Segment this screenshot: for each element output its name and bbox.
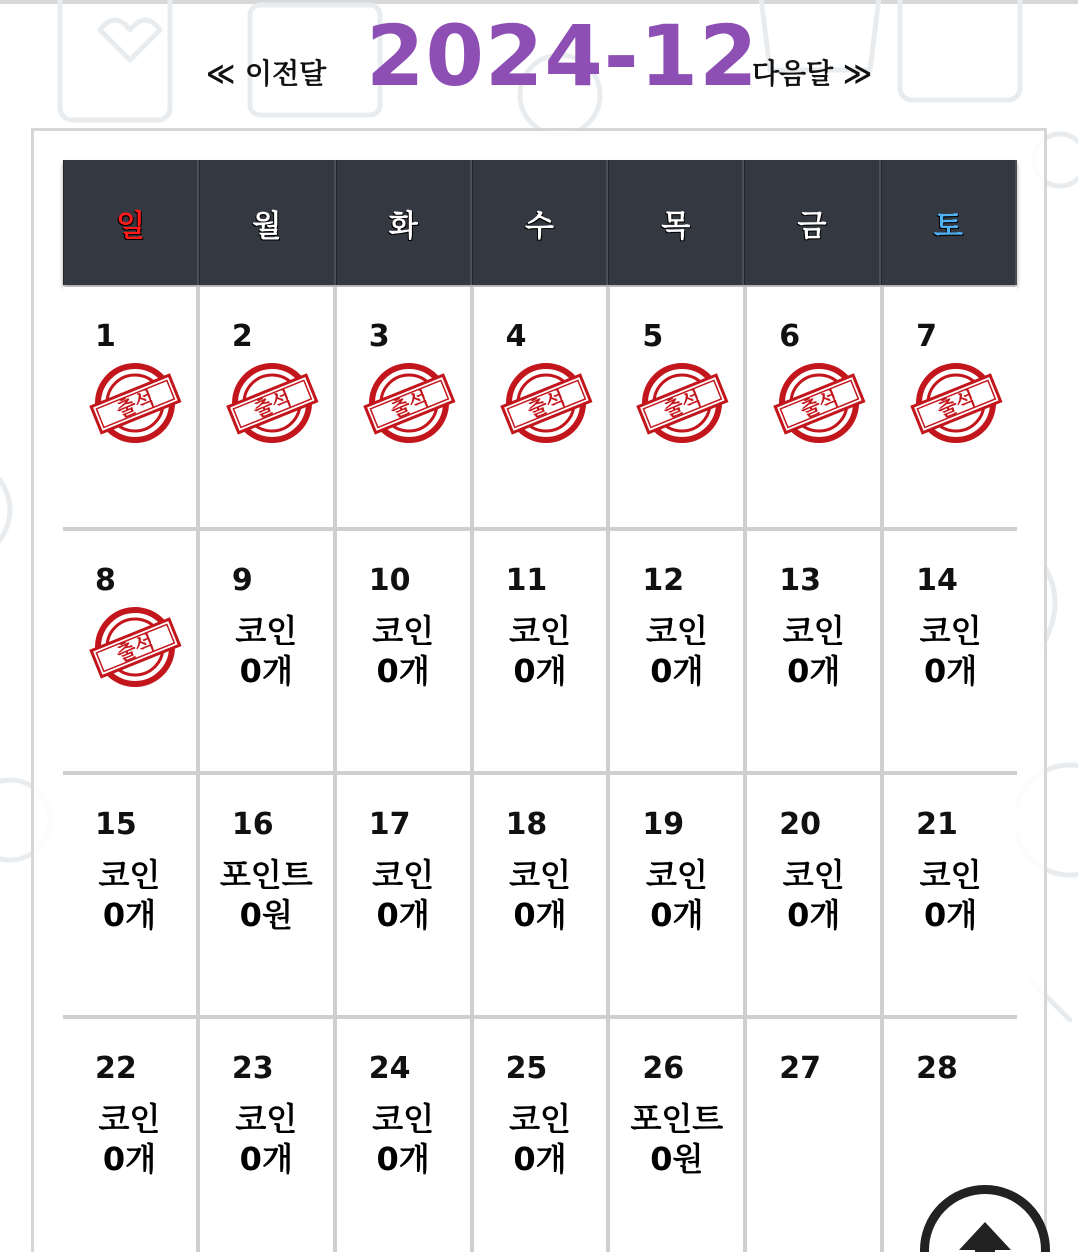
stamp-label: 출석 [934,385,979,423]
scroll-to-top-button[interactable] [920,1185,1050,1252]
calendar-day-cell [200,531,333,771]
daily-reward [200,855,333,935]
daily-reward [200,611,333,691]
reward-type: 코인 [235,612,298,650]
calendar-day-cell [610,287,743,527]
weekday-label: 화 [336,160,472,285]
reward-type: 코인 [98,856,161,894]
calendar-day-cell [610,775,743,1015]
calendar-day-cell [747,775,880,1015]
daily-reward [337,855,470,935]
day-number: 2 [231,319,253,354]
reward-amount: 0개 [102,896,157,934]
reward-amount: 0개 [376,652,430,690]
calendar-day-cell [474,775,607,1015]
attendance-stamp-icon [771,359,867,447]
weekday-label: 목 [608,160,744,285]
daily-reward [63,855,196,935]
daily-reward [884,855,1017,935]
reward-type: 코인 [782,612,845,650]
calendar-day-cell [337,531,470,771]
calendar-day-cell [200,1019,333,1252]
day-number: 21 [916,807,958,842]
weekday-header [63,160,1017,285]
attendance-stamp-icon [224,359,320,447]
month-navigation [0,8,1078,120]
calendar-day-cell [610,1019,743,1252]
reward-amount: 0개 [513,1140,567,1178]
daily-reward [474,855,607,935]
attendance-stamp-icon [634,359,730,447]
current-month-title: 2024-12 [366,7,759,105]
reward-type: 코인 [98,1100,161,1138]
reward-amount: 0개 [376,896,430,934]
reward-amount: 0개 [239,1140,293,1178]
daily-reward [337,1099,470,1179]
reward-type: 코인 [919,612,982,650]
daily-reward [337,611,470,691]
arrow-up-circle-icon [929,1194,1041,1252]
day-number: 6 [779,319,801,354]
calendar-day-cell [747,287,880,527]
reward-type: 코인 [782,856,845,894]
reward-amount: 0개 [650,652,704,690]
attendance-stamp-icon [87,359,183,447]
day-number: 8 [95,563,116,598]
reward-amount: 0개 [923,652,978,690]
daily-reward [747,611,880,691]
calendar-day-cell [200,287,333,527]
day-number: 28 [916,1051,958,1086]
day-number: 3 [368,319,390,354]
stamp-label: 출석 [523,385,569,423]
reward-type: 코인 [645,856,708,894]
daily-reward [610,1099,743,1179]
reward-type: 코인 [372,612,435,650]
daily-reward [200,1099,333,1179]
day-number: 27 [779,1051,822,1086]
calendar-day-cell [474,531,607,771]
stamp-label: 출석 [112,385,158,423]
day-number: 18 [505,807,548,842]
reward-type: 코인 [235,1100,298,1138]
reward-type: 코인 [372,856,435,894]
calendar-day-cell [747,1019,880,1252]
reward-amount: 0개 [650,896,704,934]
stamp-label: 출석 [660,385,706,423]
day-number: 24 [368,1051,411,1086]
calendar-day-cell [200,775,333,1015]
reward-amount: 0개 [923,896,978,934]
daily-reward [474,1099,607,1179]
day-number: 20 [779,807,822,842]
day-number: 22 [95,1051,137,1086]
reward-amount: 0개 [239,652,293,690]
day-number: 14 [916,563,958,598]
weekday-label: 월 [199,160,335,285]
daily-reward [884,611,1017,691]
calendar-day-cell [63,1019,196,1252]
reward-amount: 0원 [650,1140,704,1178]
reward-amount: 0원 [239,896,293,934]
reward-amount: 0개 [513,896,567,934]
reward-amount: 0개 [513,652,567,690]
day-number: 17 [368,807,411,842]
stamp-label: 출석 [249,385,295,423]
daily-reward [747,855,880,935]
calendar-day-cell [63,287,196,527]
calendar-day-cell [337,775,470,1015]
daily-reward [63,1099,196,1179]
calendar-day-cell [747,531,880,771]
previous-month-link[interactable]: ≪ 이전달 [206,57,327,90]
calendar-day-cell [337,1019,470,1252]
day-number: 19 [642,807,685,842]
weekday-label: 수 [472,160,608,285]
reward-type: 포인트 [219,856,313,894]
day-number: 15 [95,807,137,842]
next-month-link[interactable]: 다음달 ≫ [752,57,873,90]
calendar-day-cell [63,531,196,771]
day-number: 16 [231,807,274,842]
attendance-stamp-icon [361,359,457,447]
daily-reward [474,611,607,691]
day-number: 23 [231,1051,274,1086]
day-number: 26 [642,1051,685,1086]
day-number: 12 [642,563,685,598]
weekday-label: 일 [63,160,199,285]
stamp-label: 출석 [112,629,158,667]
reward-type: 코인 [509,856,571,894]
stamp-label: 출석 [797,385,843,423]
reward-type: 포인트 [630,1100,724,1138]
reward-type: 코인 [645,612,708,650]
day-number: 4 [505,319,527,354]
day-number: 5 [642,319,664,354]
attendance-stamp-icon [87,603,183,691]
reward-amount: 0개 [102,1140,157,1178]
daily-reward [610,855,743,935]
weekday-label: 토 [881,160,1017,285]
reward-type: 코인 [509,612,571,650]
weekday-label: 금 [744,160,880,285]
stamp-label: 출석 [386,385,432,423]
attendance-stamp-icon [908,359,1004,447]
calendar-day-cell [63,775,196,1015]
reward-amount: 0개 [787,896,841,934]
daily-reward [610,611,743,691]
day-number: 1 [95,319,116,354]
reward-amount: 0개 [376,1140,430,1178]
calendar-day-cell [474,1019,607,1252]
day-number: 9 [231,563,253,598]
reward-type: 코인 [509,1100,571,1138]
reward-type: 코인 [372,1100,435,1138]
day-number: 13 [779,563,822,598]
day-number: 10 [368,563,411,598]
calendar-day-cell [610,531,743,771]
calendar-grid [63,287,1017,1252]
calendar-day-cell [884,287,1017,527]
calendar-day-cell [337,287,470,527]
calendar-day-cell [474,287,607,527]
attendance-stamp-icon [498,359,594,447]
reward-amount: 0개 [787,652,841,690]
calendar-day-cell [884,775,1017,1015]
calendar-day-cell [884,531,1017,771]
day-number: 11 [505,563,548,598]
day-number: 7 [916,319,938,354]
day-number: 25 [505,1051,548,1086]
reward-type: 코인 [919,856,982,894]
